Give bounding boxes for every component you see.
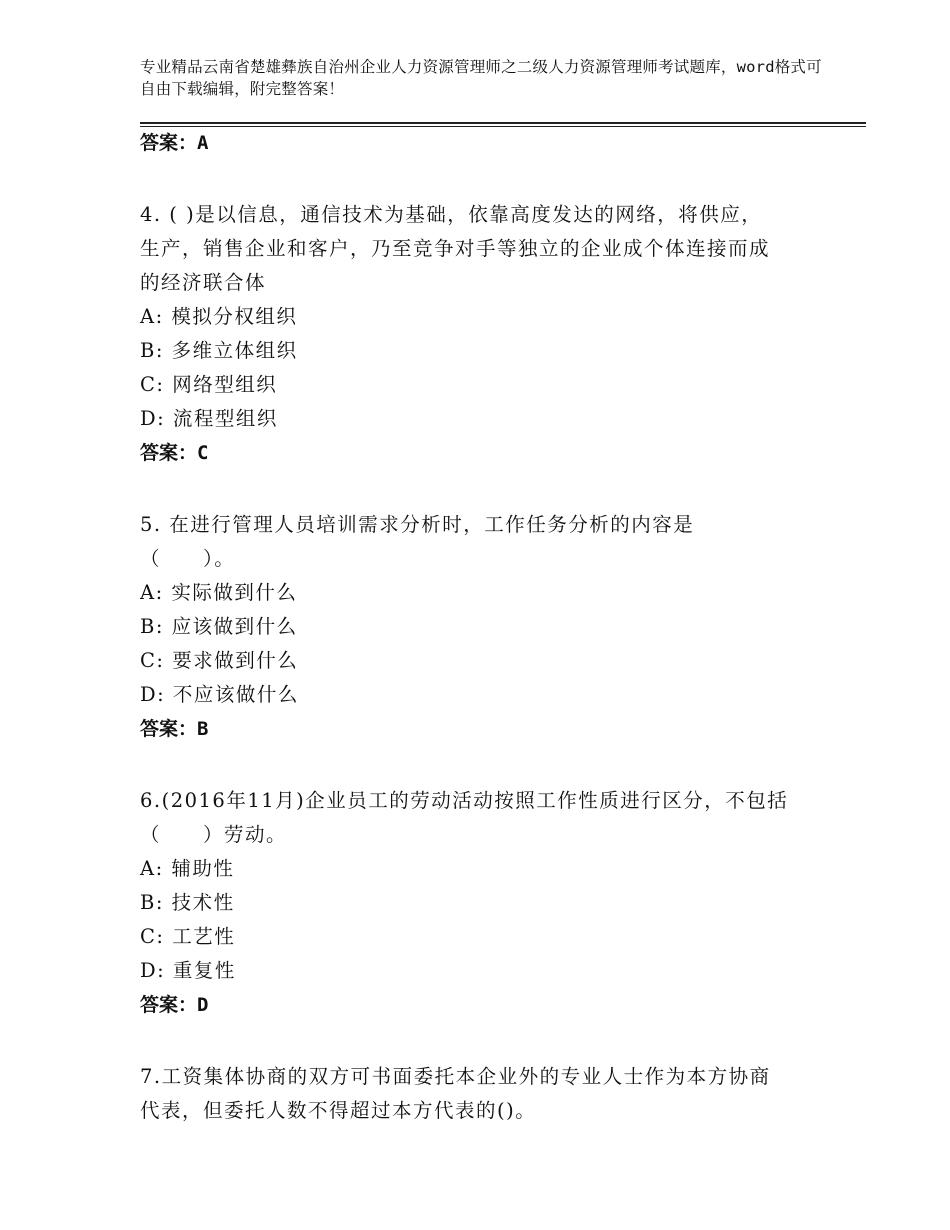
option-b: B: 应该做到什么: [140, 615, 298, 638]
option-b: B: 技术性: [140, 891, 235, 914]
header-title: 专业精品云南省楚雄彝族自治州企业人力资源管理师之二级人力资源管理师考试题库，word格式可自由下载编辑，附完整答案！: [140, 58, 822, 98]
option-c: C: 网络型组织: [140, 373, 278, 396]
option-c: C: 要求做到什么: [140, 649, 299, 672]
answer-label: 答案：B: [140, 718, 209, 740]
option-a: A: 实际做到什么: [140, 581, 298, 604]
document-header: [140, 56, 830, 100]
option-d: D: 不应该做什么: [140, 683, 299, 706]
question-text-line: （ ）劳动。: [140, 823, 288, 846]
option-b: B: 多维立体组织: [140, 339, 298, 362]
question-text-line: 生产，销售企业和客户，乃至竞争对手等独立的企业成个体连接而成: [140, 237, 771, 260]
answer-label: 答案：A: [140, 132, 209, 154]
question-block: [140, 508, 820, 746]
answer-label: 答案：D: [140, 994, 209, 1016]
question-text-line: 代表，但委托人数不得超过本方代表的()。: [140, 1099, 537, 1122]
option-c: C: 工艺性: [140, 925, 236, 948]
header-rule-thick: [140, 122, 866, 124]
question-block: [140, 198, 820, 470]
answer-label: 答案：C: [140, 442, 209, 464]
document-body: [140, 128, 820, 1128]
question-text-line: 6.(2016年11月)企业员工的劳动活动按照工作性质进行区分，不包括: [140, 789, 789, 812]
question-text-line: 7.工资集体协商的双方可书面委托本企业外的专业人士作为本方协商: [140, 1065, 771, 1088]
question-block: [140, 784, 820, 1022]
question-text-line: 4. ( )是以信息，通信技术为基础，依靠高度发达的网络，将供应，: [140, 203, 763, 226]
option-a: A: 辅助性: [140, 857, 235, 880]
option-d: D: 流程型组织: [140, 407, 278, 430]
option-a: A: 模拟分权组织: [140, 305, 298, 328]
question-text-line: 5. 在进行管理人员培训需求分析时，工作任务分析的内容是: [140, 513, 695, 536]
option-d: D: 重复性: [140, 959, 236, 982]
question-block: [140, 1060, 820, 1128]
question-text-line: （ ）。: [140, 547, 236, 570]
question-text-line: 的经济联合体: [140, 271, 267, 294]
